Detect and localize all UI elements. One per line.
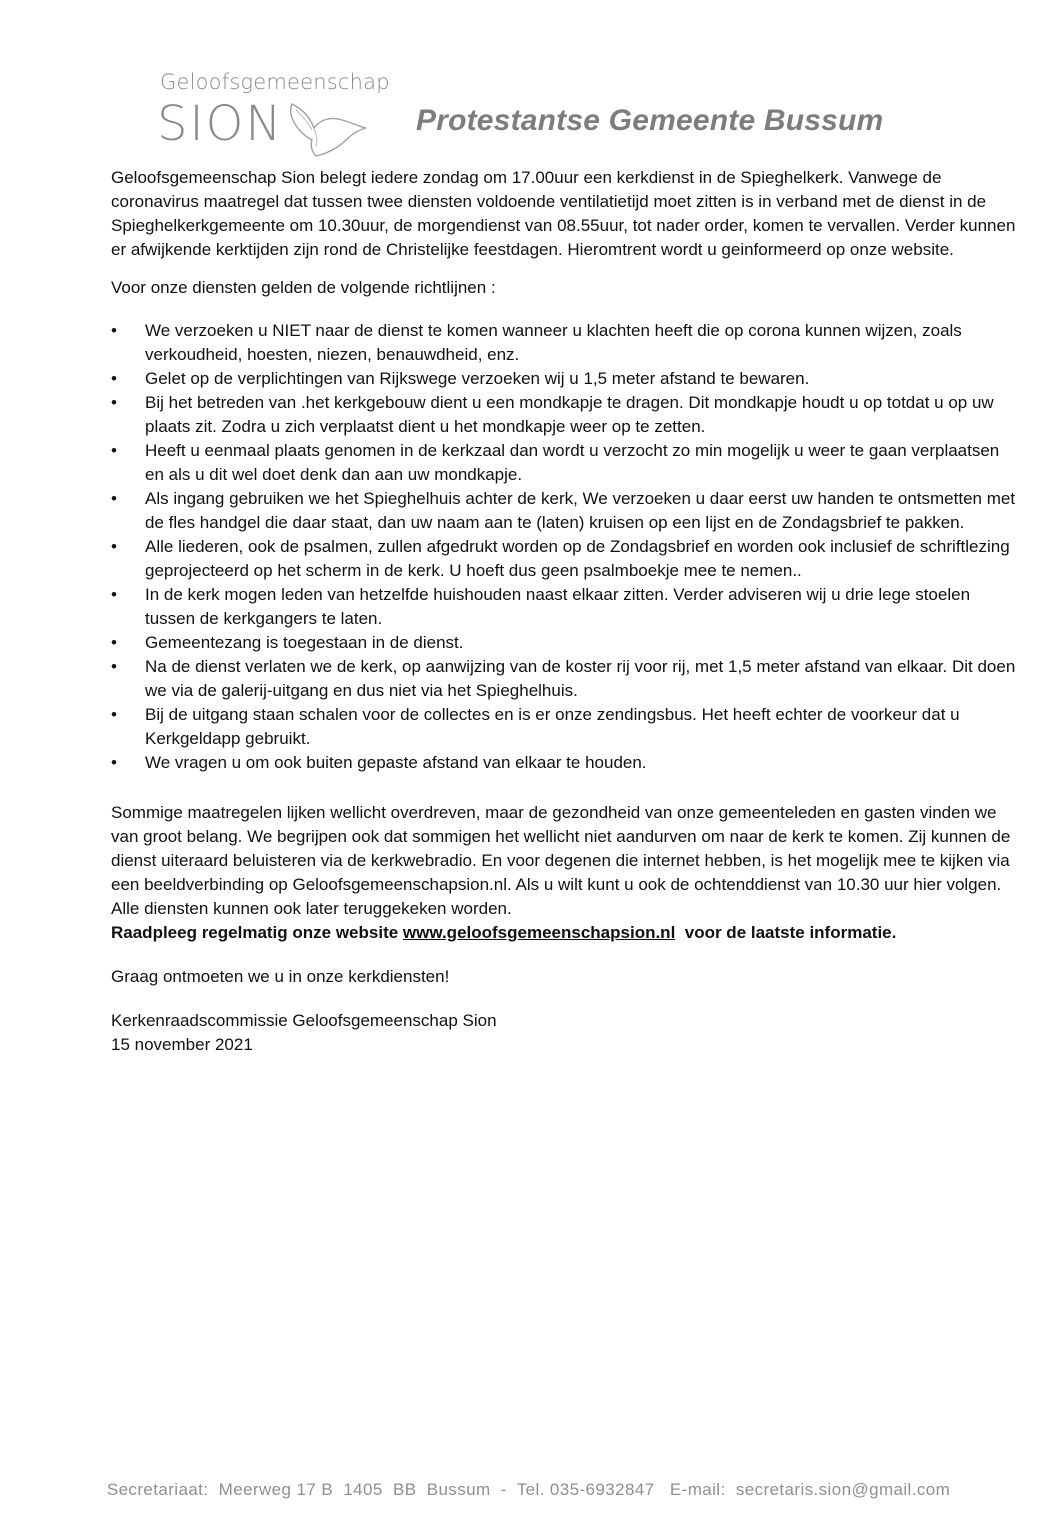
bullet-icon: • [111,321,117,340]
bullet-icon: • [111,393,117,412]
rule-text: Gemeentezang is toegestaan in de dienst. [145,633,464,652]
intro-paragraph: Geloofsgemeenschap Sion belegt iedere zondag om 17.00uur een kerkdienst in de Spieghelkerk. Vanwege de coronavirus maatregel dat tussen twee diensten voldoende ventilatietijd moet zitten is in verband met de dienst in de Spieghelkerkgemeente om 10.30uur, de morgendienst van 08.55uur, tot nader order, komen te vervallen. Verder kunnen er afwijkende kerktijden zijn rond de Christelijke feestdagen. Hieromtrent wordt u geinformeerd op onze website. [111,168,1016,259]
dove-icon [286,100,368,158]
logo-text-sion: SION [157,96,284,152]
bullet-icon: • [111,489,117,508]
rule-item [111,583,1016,631]
bullet-icon: • [111,585,117,604]
closing-section [111,801,1016,1057]
rules-lead: Voor onze diensten gelden de volgende richtlijnen : [111,278,496,297]
website-prefix: Raadpleeg regelmatig onze website [111,923,403,942]
rule-text: Alle liederen, ook de psalmen, zullen afgedrukt worden op de Zondagsbrief en worden ook inclusief de schriftlezing geprojecteerd op het scherm in de kerk. U hoeft dus geen psalmboekje mee te nemen.. [145,537,1010,580]
rule-item [111,319,1016,367]
rule-item [111,439,1016,487]
rule-item [111,655,1016,703]
rule-item [111,487,1016,535]
bullet-icon: • [111,537,117,556]
org-title: Protestantse Gemeente Bussum [416,104,884,137]
footer-contact [0,1480,1057,1500]
rule-text: In de kerk mogen leden van hetzelfde huishouden naast elkaar zitten. Verder adviseren wij u drie lege stoelen tussen de kerkgangers te laten. [145,585,971,628]
bullet-icon: • [111,441,117,460]
rule-item [111,535,1016,583]
logo-text-top: Geloofsgemeenschap [160,70,390,94]
website-notice [111,921,1016,945]
greeting: Graag ontmoeten we u in onze kerkdiensten! [111,967,450,986]
rule-item [111,751,1016,775]
rule-item [111,391,1016,439]
signature-date: 15 november 2021 [111,1035,253,1054]
signature-name: Kerkenraadscommissie Geloofsgemeenschap Sion [111,1011,497,1030]
bullet-icon: • [111,633,117,652]
rule-text: Als ingang gebruiken we het Spieghelhuis achter de kerk, We verzoeken u daar eerst uw handen te ontsmetten met de fles handgel die daar staat, dan uw naam aan te (laten) kruisen op een lijst en de Zondagsbrief te pakken. [145,489,1016,532]
footer-text: Secretariaat: Meerweg 17 B 1405 BB Bussum - Tel. 035-6932847 E-mail: secretaris.sion@gmail.com [106,1480,951,1499]
rule-item [111,367,1016,391]
letterhead [0,0,1057,160]
letter-body [111,166,1016,1057]
rule-text: We vragen u om ook buiten gepaste afstand van elkaar te houden. [145,753,647,772]
bullet-icon: • [111,657,117,676]
rule-text: Heeft u eenmaal plaats genomen in de kerkzaal dan wordt u verzocht zo min mogelijk u weer te gaan verplaatsen en als u dit wel doet denk dan aan uw mondkapje. [145,441,1000,484]
rule-item [111,703,1016,751]
rule-item [111,631,1016,655]
rule-text: Na de dienst verlaten we de kerk, op aanwijzing van de koster rij voor rij, met 1,5 meter afstand van elkaar. Dit doen we via de galerij-uitgang en dus niet via het Spieghelhuis. [145,657,1016,700]
rule-text: Gelet op de verplichtingen van Rijkswege verzoeken wij u 1,5 meter afstand te bewaren. [145,369,810,388]
rule-text: Bij het betreden van .het kerkgebouw dient u een mondkapje te dragen. Dit mondkapje houdt u op totdat u op uw plaats zit. Zodra u zich verplaatst dient u het mondkapje weer op te zetten. [145,393,994,436]
rules-list [111,319,1016,775]
website-link[interactable]: www.geloofsgemeenschapsion.nl [402,923,676,942]
website-suffix: voor de laatste informatie. [675,923,897,942]
bullet-icon: • [111,369,117,388]
bullet-icon: • [111,705,117,724]
bullet-icon: • [111,753,117,772]
closing-paragraph: Sommige maatregelen lijken wellicht overdreven, maar de gezondheid van onze gemeenteleden en gasten vinden we van groot belang. We begrijpen ook dat sommigen het wellicht niet aandurven om naar de kerk te komen. Zij kunnen de dienst uiteraard beluisteren via de kerkwebradio. En voor degenen die internet hebben, is het mogelijk mee te kijken via een beeldverbinding op Geloofsgemeenschapsion.nl. Als u wilt kunt u ook de ochtenddienst van 10.30 uur hier volgen. Alle diensten kunnen ook later teruggekeken worden. [111,803,1011,918]
rule-text: We verzoeken u NIET naar de dienst te komen wanneer u klachten heeft die op corona kunnen wijzen, zoals verkoudheid, hoesten, niezen, benauwdheid, enz. [145,321,962,364]
rule-text: Bij de uitgang staan schalen voor de collectes en is er onze zendingsbus. Het heeft echter de voorkeur dat u Kerkgeldapp gebruikt. [145,705,960,748]
